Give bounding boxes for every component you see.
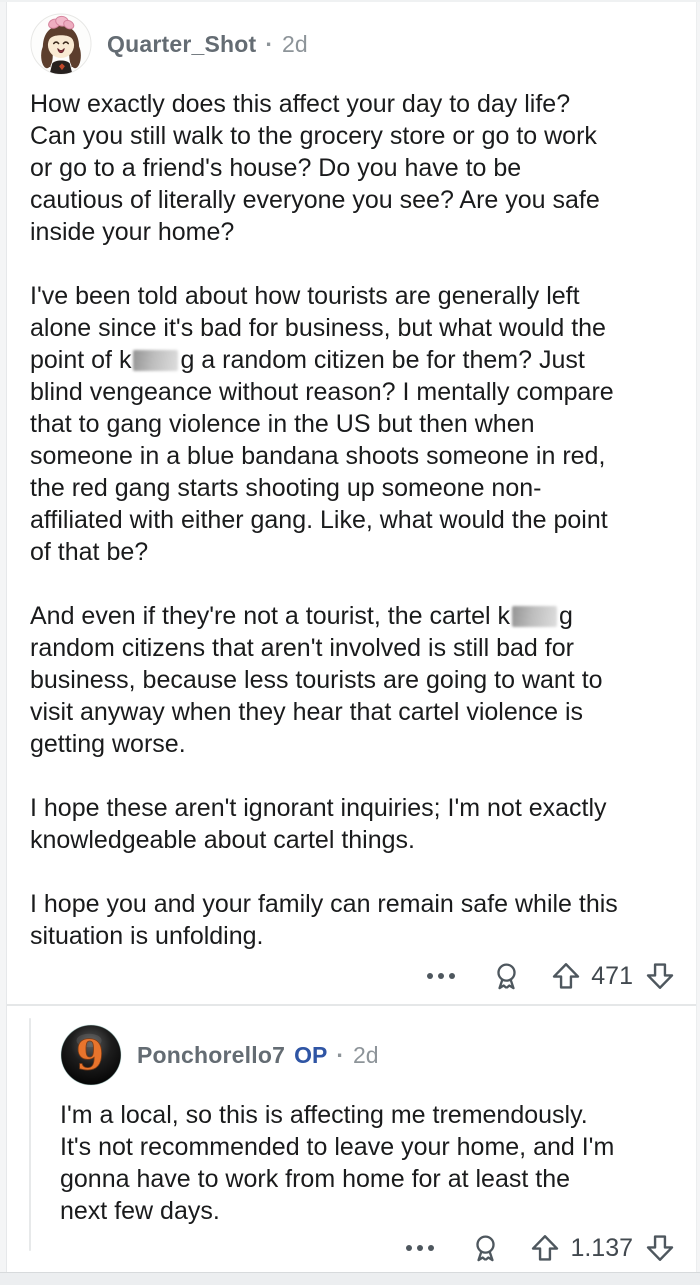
more-options-button[interactable] [406,1245,434,1251]
overflow-ellipsis-icon [406,1245,434,1251]
comment-header [60,1024,676,1086]
vote-count: 471 [591,961,633,990]
award-button[interactable] [470,1233,501,1264]
overflow-ellipsis-icon [427,973,455,979]
downvote-arrow-icon [644,1232,676,1264]
comment-ponchorello7 [0,1006,700,1265]
op-badge: OP [294,1041,328,1068]
downvote-button[interactable] [644,1232,676,1264]
award-button[interactable] [491,961,522,992]
username[interactable]: Ponchorello7 [137,1041,286,1068]
username[interactable]: Quarter_Shot [107,30,257,57]
upvote-arrow-icon [529,1232,561,1264]
award-medal-icon [470,1233,501,1264]
meta-separator: · [336,1041,344,1068]
more-options-button[interactable] [427,973,455,979]
comment-paragraph: I hope you and your family can remain safe while this situation is unfolding. [30,890,618,950]
svg-text:9: 9 [75,1031,105,1080]
comment-paragraph: I hope these aren't ignorant inquiries; I'm not exactly knowledgeable about cartel things. [30,794,607,854]
vote-count: 1.137 [570,1233,633,1262]
comment-age: 2d [282,30,308,57]
comment-body [30,88,676,952]
comment-action-bar [60,1231,676,1265]
award-medal-icon [491,961,522,992]
comment-action-bar [30,958,676,994]
comment-paragraph: How exactly does this affect your day to day life? Can you still walk to the grocery store or go to work or go to a friend's house? Do you have to be cautious of literally everyone you see? Are you safe inside your home? [30,90,600,246]
comment-paragraph: And even if they're not a tourist, the cartel k g random citizens that aren't involved is still bad for business, because less tourists are going to want to visit anyway when they hear that cartel violence is getting worse. [30,602,603,758]
comment-paragraph: I've been told about how tourists are generally left alone since it's bad for business, but what would the point of k g a random citizen be for them? Just blind vengeance without reason? I mentally compare that to gang violence in the US but then when someone in a blue bandana shoots someone in red, the red gang starts shooting up someone non- affiliated with either gang. Like, what would the point of that be? [30,282,614,566]
downvote-button[interactable] [644,960,676,992]
censored-word-blur [133,350,178,371]
upvote-button[interactable] [550,960,582,992]
censored-word-blur [512,606,557,627]
upvote-arrow-icon [550,960,582,992]
page-edge-bottom [0,1272,700,1285]
user-avatar[interactable] [60,1024,122,1086]
thread-depth-line [29,1018,31,1251]
meta-separator: · [265,30,274,57]
downvote-arrow-icon [644,960,676,992]
comment-body [60,1099,676,1227]
comment-paragraph: I'm a local, so this is affecting me tremendously. It's not recommended to leave your home, and I'm gonna have to work from home for at least the next few days. [60,1101,615,1225]
comment-age: 2d [353,1041,379,1068]
upvote-button[interactable] [529,1232,561,1264]
user-avatar[interactable] [30,13,92,75]
comment-header [30,13,676,75]
